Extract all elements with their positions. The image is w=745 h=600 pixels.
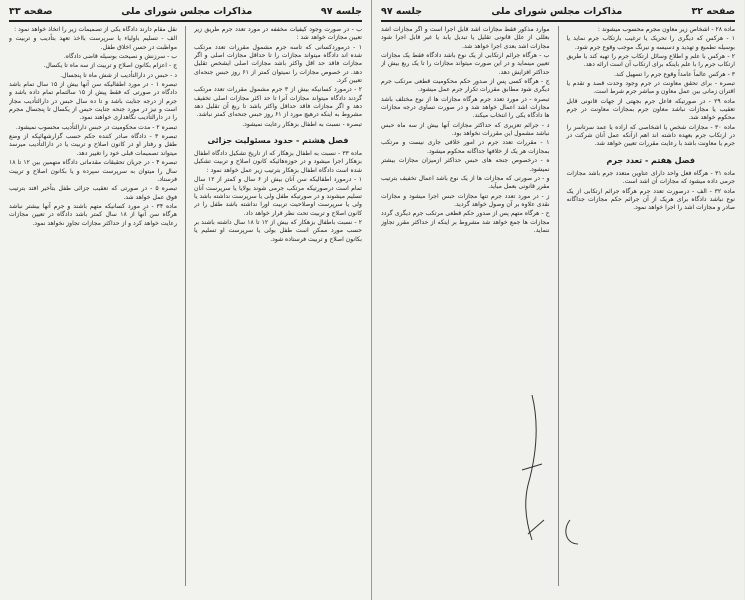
paragraph: الف - تسلیم باولیاء یا سرپرست بااخذ تعهد بتأدیب و تربیت و مواظبت در حسن اخلاق طفل.: [8, 35, 178, 51]
right-page-col-right: [566, 26, 735, 586]
paragraph: ج - هرگاه کسی پس از صدور حکم محکومیت قطعی مرتکب جرم دیگری شود مطابق مقررات تکرار جرم عمل میشود.: [380, 78, 550, 94]
right-page: [372, 0, 744, 600]
right-page-number: صفحه ۳۲: [691, 6, 735, 17]
paragraph: ج - اعزام بکانون اصلاح و تربیت از سه ماه تا یکسال.: [43, 62, 178, 70]
paragraph: د - حبس در دارالتأدیب از شش ماه تا پنجسال.: [60, 71, 178, 79]
paragraph: تبصره ۲ - مدت محکومیت در حبس دارالتأدیب محسوب نمیشود.: [15, 123, 178, 131]
paragraph: تبصره ۵ - در صورتی که تعقیب جزائی طفل بتأخیر افتد بترتیب فوق عمل خواهد شد.: [8, 185, 178, 201]
paragraph: ب - سرزنش و نصیحت بوسیله قاضی دادگاه.: [63, 53, 178, 61]
paragraph: تبصره - در مورد تعدد جرم هرگاه مجازات ها از نوع مختلف باشد مجازات اشد اعمال خواهد شد و در صورت تساوی درجه مجازات ها دادگاه یکی را انتخاب میکند.: [380, 95, 550, 120]
paragraph: ماده ۲۸ - اشخاص زیر معاون مجرم محسوب میشوند :: [597, 26, 735, 33]
left-page-col-left: [9, 26, 177, 586]
left-page-number: صفحه ۳۳: [9, 6, 53, 17]
right-journal-title: مذاکرات مجلس شورای ملی: [491, 6, 623, 17]
left-page-header: [9, 6, 362, 22]
paragraph: ۱ - مقررات تعدد جرم در امور خلافی جاری نیست و مرتکب بمجازات هر یک از خلافها جداگانه محکوم میشود.: [380, 139, 550, 155]
paragraph: ماده ۳۱ - هرگاه فعل واحد دارای عناوین متعدد جرم باشد مجازات جرمی داده میشود که مجازات آن اشد است.: [566, 169, 735, 186]
column-divider: [558, 26, 559, 586]
section-title: فصل هفتم - تعدد جرم: [606, 155, 695, 165]
paragraph: ۱ - درموردکسانی که تاسه جرم مشمول مقررات تعدد مرتکب شده اند دادگاه میتواند مجازات را تا حداقل مجازات اصلی و اگر مجازات فاقد حد اقل واکثر باشد مجازات اصلی ایشخص تقلیل دهد. در خصوص مجازات را نمیتوان کمتر از ۶۱ روز حبس جنحه‌ای تعیین کرد.: [193, 43, 362, 85]
left-session-label: جلسه ۹۷: [320, 6, 362, 17]
paragraph: ۲ - درمورد کسانیکه بیش از ۳ جرم مشمول مقررات تعدد مرتکب گردند دادگاه میتواند مجازات آنرا تا حد اکثر مجازات اصلی تخفیف دهد و اگر مجازات فاقد حداقل واکثر باشد تا ربع آن تقلیل دهد مشروط به اینکه درهیچ مورد از ۶۱ روز حبس جنحه‌ای کمتر نباشد.: [193, 86, 362, 119]
paragraph: ماده ۳۲ - الف - درصورت تعدد جرم هرگاه جرائم ارتکابی از یک نوع نباشد دادگاه برای هریک از آن جرائم حکم مجازات جداگانه صادر و مجازات اشد را اجرا خواهد نمود.: [566, 187, 735, 212]
paragraph: موارد مذکور فقط مجازات اشد قابل اجرا است و اگر مجازات اشد بعللی از علل قانونی تقلیل یا تبدیل یابد یا غیر قابل اجرا شود مجازات اشد بعدی اجرا خواهد شد.: [380, 26, 550, 50]
right-page-columns: [381, 26, 735, 586]
paragraph: تبصره - نسبت به اطفال بزهکار رعایت نمیشود.: [242, 120, 362, 128]
right-page-col-left: [381, 26, 550, 586]
left-page: [0, 0, 372, 600]
paragraph: ز - در مورد تعدد جرم تنها مجازات حبس اجرا میشود و مجازات نقدی علاوه بر آن وصول خواهد گردید.: [380, 192, 550, 208]
paragraph: د - جرائم تعزیری که حداکثر مجازات آنها بیش از سه ماه حبس نباشد مشمول این مقررات نخواهد بود.: [380, 121, 550, 138]
paragraph: ۳ - هرکس عالماً عامداً وقوع جرم را تسهیل کند.: [614, 70, 735, 78]
paragraph: ماده ۲۹ - در صورتیکه فاعل جرم بجهتی از جهات قانونی قابل تعقیب یا مجازات نباشد معاون جرم بمجازات معاونت در جرم محکوم خواهد شد.: [566, 97, 735, 122]
paragraph: ۲ - هرکس با علم و اطلاع وسائل ارتکاب جرم را تهیه کند یا طریق ارتکاب جرم را با علم باینکه برای ارتکاب آن است ارائه دهد.: [566, 53, 735, 69]
paragraph: تبصره ۳ - دادگاه صادر کننده حکم حسب گزارشهائیکه از وضع طفل و رفتار او در کانون اصلاح و تربیت یا در دارالتأدیب میرسد میتواند تصمیمات قبلی خود را تغییر دهد.: [8, 133, 178, 157]
left-page-columns: [9, 26, 362, 586]
paragraph: نقل مقام دارند دادگاه یکی از تصمیمات زیر را اتخاذ خواهد نمود :: [14, 26, 178, 33]
paragraph: ۱ - هرکس که دیگری را تحریک یا ترغیب بارتکاب جرم نماید یا بوسیله تطمیع و تهدید و دسیسه و نیرنگ موجب وقوع جرم شود.: [566, 35, 735, 51]
paragraph: ماده ۳۴ - در مورد کسانیکه متهم باشند و جرم آنها بیشتر نباشد هرگاه سن آنها از ۱۸ سال کمتر باشد دادگاه در تعیین مجازات رعایت خواهد کرد و از حداکثر مجازات تجاوز نخواهد نمود.: [8, 202, 178, 227]
right-session-label: جلسه ۹۷: [381, 6, 423, 17]
paragraph: ب - در صورت وجود کیفیات مخففه در مورد تعدد جرم طریق زیر تعیین مجازات خواهد شد :: [193, 26, 362, 42]
paragraph: ماده ۳۳ - نسبت به اطفال بزهکار که از تاریخ تشکیل دادگاه اطفال بزهکار اجرا میشود و در حوزه‌هائیکه کانون اصلاح و تربیت تشکیل شده است دادگاه اطفال بزهکار بترتیب زیر عمل خواهد نمود :: [193, 150, 362, 174]
paragraph: تبصره - برای تحقق معاونت در جرم وجود وحدت قصد و تقدم یا اقتران زمانی بین عمل معاون و مباشر جرم شرط است.: [566, 80, 735, 96]
paragraph: ماده ۳۰ - مجازات شخص یا اشخاصی که اراده یا عمد سرتاسر را در ارتکاب جرم بعهده داشته اند اهم ازآنکه عمل آنان شرکت در جرم یا معاونت باشد با رعایت مقررات تعیین خواهد شد.: [566, 123, 735, 148]
paragraph: ۱ - درمورد اطفالیکه سن آنان بیش از ۶ سال و کمتر از ۱۲ سال تمام است درصورتیکه مرتکب جرمی شوند بولایا یا سرپرست آنان تسلیم میشوند و در صورتیکه طفل ولی یا سرپرست نداشته باشد یا ولی یا سرپرست اوصلاحیت تربیت اورا نداشته باشد طفل را در کانون اصلاح و تربیت تحت نظر قرار خواهد داد.: [193, 176, 362, 217]
column-divider: [185, 26, 186, 586]
left-page-col-right: [194, 26, 362, 586]
section-title: فصل هشتم - حدود مسئولیت جزائی: [207, 136, 349, 146]
paragraph: ۲ - نسبت باطفال بزهکار که بیش از ۱۲ تا ۱۸ سال داشته باشند بر حسب مورد ممکن است طفل بولی یا سرپرست او تسلیم یا بکانون اصلاح و تربیت فرستاده شود.: [193, 218, 362, 243]
right-page-header: [381, 6, 735, 22]
paragraph: ه - درخصوص جنحه های حبس حداکثر ازمیزان مجازات بیشتر نمیشود.: [380, 157, 550, 173]
left-journal-title: مذاکرات مجلس شورای ملی: [121, 6, 253, 17]
paragraph: ب - هرگاه جرائم ارتکابی از یک نوع باشد دادگاه فقط یک مجازات تعیین مینماید و در این صورت میتواند مجازات را تا یک ربع بیش از حداکثر افزایش دهد.: [380, 52, 550, 76]
paragraph: ح - هرگاه متهم پس از صدور حکم قطعی مرتکب جرم دیگری گردد مجازات ها جمع خواهد شد مشروط بر اینکه از حداکثر مقرر تجاوز ننماید.: [380, 210, 550, 234]
paragraph: تبصره ۴ - در جریان تحقیقات مقدماتی دادگاه متهمین بین ۱۲ تا ۱۸ سال را میتوان به سرپرست سپرده و یا بکانون اصلاح و تربیت فرستاد.: [8, 159, 178, 183]
paragraph: تبصره ۱ - در مورد اطفالیکه سن آنها بیش از ۱۵ سال تمام باشد دادگاه در صورتی که فقط پیش از ۱۵ سالتمام تمام داده باشد و جرم از درجه جنایت باشد و تا ده سال حبس در دارالتأدیب مجاز است و نیز در مورد جنحه جنایت حبس از یکسال تا پنجسال مجرم را در دارالتأدیب نگاهداری خواهند نمود.: [8, 81, 178, 122]
paragraph: و - در صورتی که مجازات ها از یک نوع باشد اعمال تخفیف بترتیب مقرر قانونی بعمل میآید.: [380, 174, 550, 191]
